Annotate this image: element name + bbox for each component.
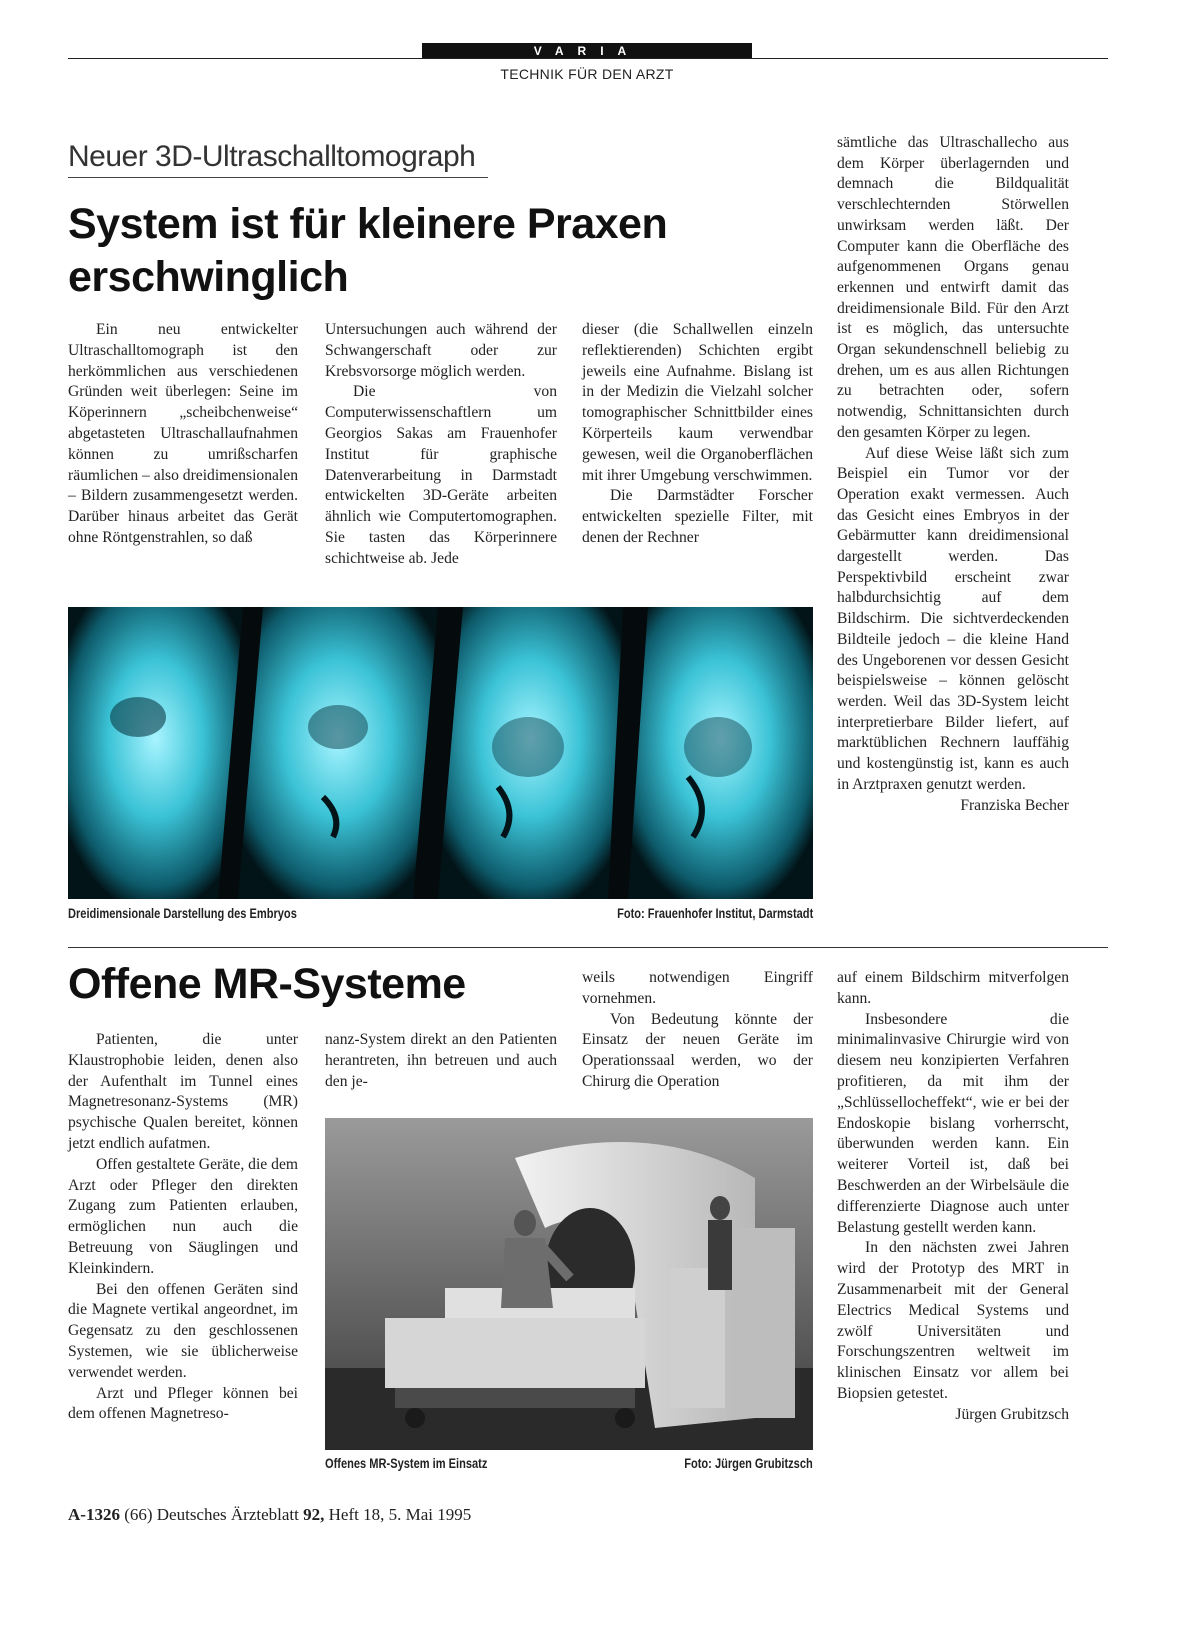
paragraph: weils notwendigen Eingriff vornehmen.: [582, 969, 813, 1007]
article1-column-1: [68, 320, 298, 549]
paragraph: Bei den offenen Geräten sind die Magnete vertikal angeordnet, im Gegensatz zu den geschlossenen Systemen, wie sie üblicherweise verwendet werden.: [68, 1280, 298, 1381]
photo-caption: Dreidimensionale Darstellung des Embryos: [68, 906, 297, 921]
paragraph: Die Darmstädter Forscher entwickelten spezielle Filter, mit denen der Rechner: [582, 487, 813, 546]
page-number: A-1326: [68, 1505, 120, 1524]
article2-column-3: [582, 968, 813, 1093]
author: Jürgen Grubitzsch: [955, 1405, 1069, 1423]
paragraph: Arzt und Pfleger können bei dem offenen Magnetreso-: [68, 1384, 298, 1423]
embryo-ultrasound-photo: [68, 607, 813, 899]
photo-credit: Foto: Jürgen Grubitzsch: [684, 1456, 813, 1471]
article1-column-3: [582, 320, 813, 549]
article1-headline: System ist für kleinere Praxen erschwinglich: [68, 200, 668, 301]
section-bar: VARIA: [422, 43, 752, 59]
page-footer: [68, 1505, 471, 1525]
paragraph: Offen gestaltete Geräte, die dem Arzt oder Pfleger den direkten Zugang zum Patienten erlauben, ermöglichen nun auch die Betreuung von Säuglingen und Kleinkindern.: [68, 1155, 298, 1277]
paragraph: Ein neu entwickelter Ultraschalltomograph ist den herkömmlichen aus verschiedenen Gründen weit überlegen: Seine im Köperinnern „scheibchenweise“ abgetasteten Ultraschallaufnahmen können zu umrißscharfen räumlichen – also dreidimensionalen – Bildern zusammengesetzt werden. Darüber hinaus arbeitet das Gerät ohne Röntgenstrahlen, so daß: [68, 321, 298, 546]
paragraph: sämtliche das Ultraschallecho aus dem Körper überlagernden und demnach die Bildqualität verschlechternden Störwellen unwirksam werden läßt. Der Computer kann die Oberfläche des aufgenommenen Organs genau erkennen und entwirft damit das dreidimensionale Bild. Für den Arzt ist es möglich, das untersuchte Organ sekundenschnell beliebig zu drehen, um es aus allen Richtungen zu betrachten oder, sofern notwendig, Schnittansichten durch den gesamten Körper zu legen.: [837, 134, 1069, 441]
article2-headline: Offene MR-Systeme: [68, 960, 466, 1008]
photo-credit: Foto: Frauenhofer Institut, Darmstadt: [616, 906, 813, 921]
header-rule: [68, 58, 1108, 59]
article2-column-2: [325, 1030, 557, 1092]
paragraph: nanz-System direkt an den Patienten herantreten, ihn betreuen und auch den je-: [325, 1031, 557, 1090]
article1-kicker: Neuer 3D-Ultraschalltomograph: [68, 140, 476, 173]
article2-column-4: [837, 968, 1069, 1426]
paragraph: Insbesondere die minimalinvasive Chirurgie wird von diesem neu konzipierten Verfahren profitieren, da mit ihm der „Schlüssellocheffekt“, wie er bei der Endoskopie bislang vorherrscht, überwunden werden kann. Ein weiterer Vorteil ist, daß bei Beschwerden an der Wirbelsäule die differenzierte Diagnose auch unter Belastung gestellt werden kann.: [837, 1010, 1069, 1236]
author: Franziska Becher: [960, 796, 1069, 814]
paragraph: Untersuchungen auch während der Schwangerschaft oder zur Krebsvorsorge möglich werden.: [325, 321, 557, 380]
paragraph: Die von Computerwissenschaftlern um Georgios Sakas am Frauenhofer Institut für graphische Datenverarbeitung in Darmstadt entwickelten 3D-Geräte arbeiten ähnlich wie Computertomographen. Sie tasten das Körperinnere schichtweise ab. Jede: [325, 383, 557, 567]
issue-date: Heft 18, 5. Mai 1995: [328, 1505, 472, 1524]
section-divider: [68, 947, 1108, 948]
paragraph: Auf diese Weise läßt sich zum Beispiel ein Tumor vor der Operation exakt vermessen. Auch das Gesicht eines Embryos in der Gebärmutter kann dreidimensional dargestellt werden. Das Perspektivbild erscheint zwar halbdurchsichtig auf dem Bildschirm. Die sichtverdeckenden Bildteile jedoch – die kleine Hand des Ungeborenen vor dessen Gesicht beispielsweise – können gelöscht werden. Weil das 3D-System leicht interpretierbare Bilder liefert, auf marktüblichen Rechnern lauffähig und kostengünstig ist, kann es auch in Arztpraxen genutzt werden.: [837, 444, 1069, 793]
kicker-rule: [68, 177, 488, 178]
mr-system-photo: [325, 1118, 813, 1450]
volume-number: 92,: [303, 1505, 325, 1524]
photo-caption: Offenes MR-System im Einsatz: [325, 1456, 488, 1471]
paragraph: auf einem Bildschirm mitverfolgen kann.: [837, 969, 1069, 1007]
paragraph: dieser (die Schallwellen einzeln reflektierenden) Schichten ergibt jeweils eine Aufnahme. Bislang ist in der Medizin die Vielzahl solcher tomographischer Schnittbilder eines Körperteils kaum verwendbar gewesen, weil die Organoberflächen mit ihrer Umgebung verschwimmen.: [582, 321, 813, 484]
paragraph: In den nächsten zwei Jahren wird der Prototyp des MRT in Zusammenarbeit mit der General Electrics Medical Systems und zwölf Universitäten und Forschungszentren weltweit im klinischen Einsatz vor allem bei Biopsien getestet.: [837, 1239, 1069, 1402]
journal-name: (66) Deutsches Ärzteblatt: [124, 1505, 299, 1524]
paragraph: Patienten, die unter Klaustrophobie leiden, denen also der Aufenthalt im Tunnel eines Magnetresonanz-Systems (MR) psychische Qualen bereitet, können jetzt endlich aufatmen.: [68, 1031, 298, 1152]
article1-column-2: [325, 320, 557, 570]
article2-column-1: [68, 1030, 298, 1425]
section-label: TECHNIK FÜR DEN ARZT: [500, 66, 674, 82]
article1-column-4: [837, 133, 1069, 816]
paragraph: Von Bedeutung könnte der Einsatz der neuen Geräte im Operationssaal werden, wo der Chirurg die Operation: [582, 1010, 813, 1090]
